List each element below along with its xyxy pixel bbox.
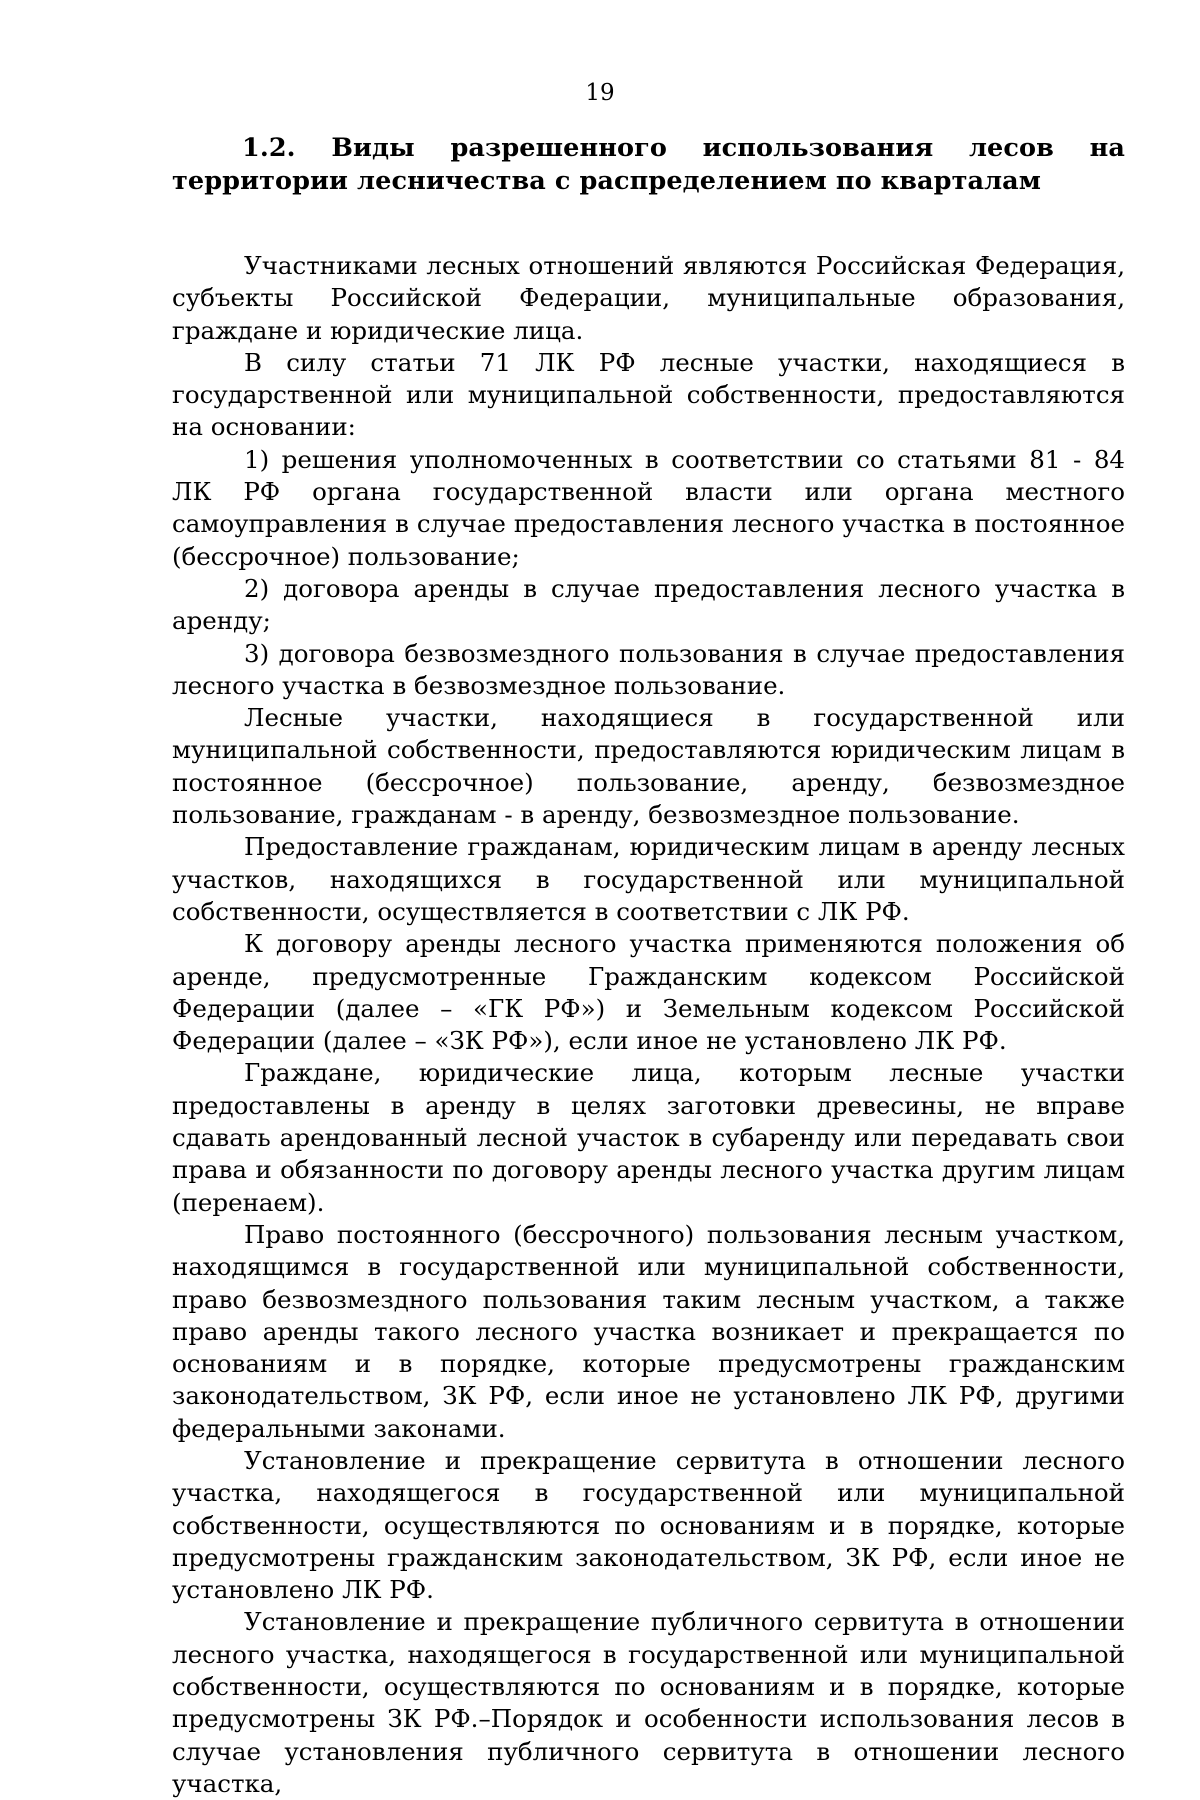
page-content — [172, 132, 1125, 1800]
list-item-3: 3) договора безвозмездного пользования в случае предоставления лесного участка в безвозмездное пользование. — [172, 638, 1125, 700]
body-text — [172, 250, 1125, 1800]
paragraph-article-71: В силу статьи 71 ЛК РФ лесные участки, находящиеся в государственной или муниципальной собственности, предоставляются на основании: — [172, 347, 1125, 442]
paragraph-servitude: Установление и прекращение сервитута в отношении лесного участка, находящегося в государственной или муниципальной собственности, осуществляются по основаниям и в порядке, которые предусмотрены гражданским законодательством, ЗК РФ, если иное не установлено ЛК РФ. — [172, 1445, 1125, 1605]
paragraph-public-servitude: Установление и прекращение публичного сервитута в отношении лесного участка, находящегося в государственной или муниципальной собственности, осуществляются по основаниям и в порядке, которые предусмотрены ЗК РФ.–Порядок и особенности использования лесов в случае установления публичного сервитута в отношении лесного участка, — [172, 1607, 1125, 1798]
page-number: 19 — [585, 80, 615, 106]
paragraph-lease-provision: Предоставление гражданам, юридическим лицам в аренду лесных участков, находящихся в государственной или муниципальной собственности, осуществляется в соответствии с ЛК РФ. — [172, 832, 1125, 926]
section-heading: 1.2. Виды разрешенного использования лесов на территории лесничества с распределением по кварталам — [172, 133, 1125, 196]
paragraph-permanent-use: Право постоянного (бессрочного) пользования лесным участком, находящимся в государственной или муниципальной собственности, право безвозмездного пользования таким лесным участком, а также право аренды такого лесного участка возникает и прекращается по основаниям и в порядке, которые предусмотрены гражданским законодательством, ЗК РФ, если иное не установлено ЛК РФ, другими федеральными законами. — [172, 1219, 1125, 1443]
paragraph-forest-plots: Лесные участки, находящиеся в государственной или муниципальной собственности, предоставляются юридическим лицам в постоянное (бессрочное) пользование, аренду, безвозмездное пользование, гражданам - в аренду, безвозмездное пользование. — [172, 703, 1125, 830]
list-item-2: 2) договора аренды в случае предоставления лесного участка в аренду; — [172, 573, 1125, 636]
paragraph-lease-contract: К договору аренды лесного участка применяются положения об аренде, предусмотренные Гражданским кодексом Российской Федерации (далее – «ГК РФ») и Земельным кодексом Российской Федерации (далее – «ЗК РФ»), если иное не установлено ЛК РФ. — [172, 929, 1125, 1056]
paragraph-participants: Участниками лесных отношений являются Российская Федерация, субъекты Российской Федерации, муниципальные образования, граждане и юридические лица. — [172, 251, 1125, 345]
list-item-1: 1) решения уполномоченных в соответствии со статьями 81 - 84 ЛК РФ органа государственной власти или органа местного самоуправления в случае предоставления лесного участка в постоянное (бессрочное) пользование; — [172, 444, 1125, 571]
paragraph-sublease: Граждане, юридические лица, которым лесные участки предоставлены в аренду в целях заготовки древесины, не вправе сдавать арендованный лесной участок в субаренду или передавать свои права и обязанности по договору аренды лесного участка другим лицам (перенаем). — [172, 1058, 1125, 1217]
